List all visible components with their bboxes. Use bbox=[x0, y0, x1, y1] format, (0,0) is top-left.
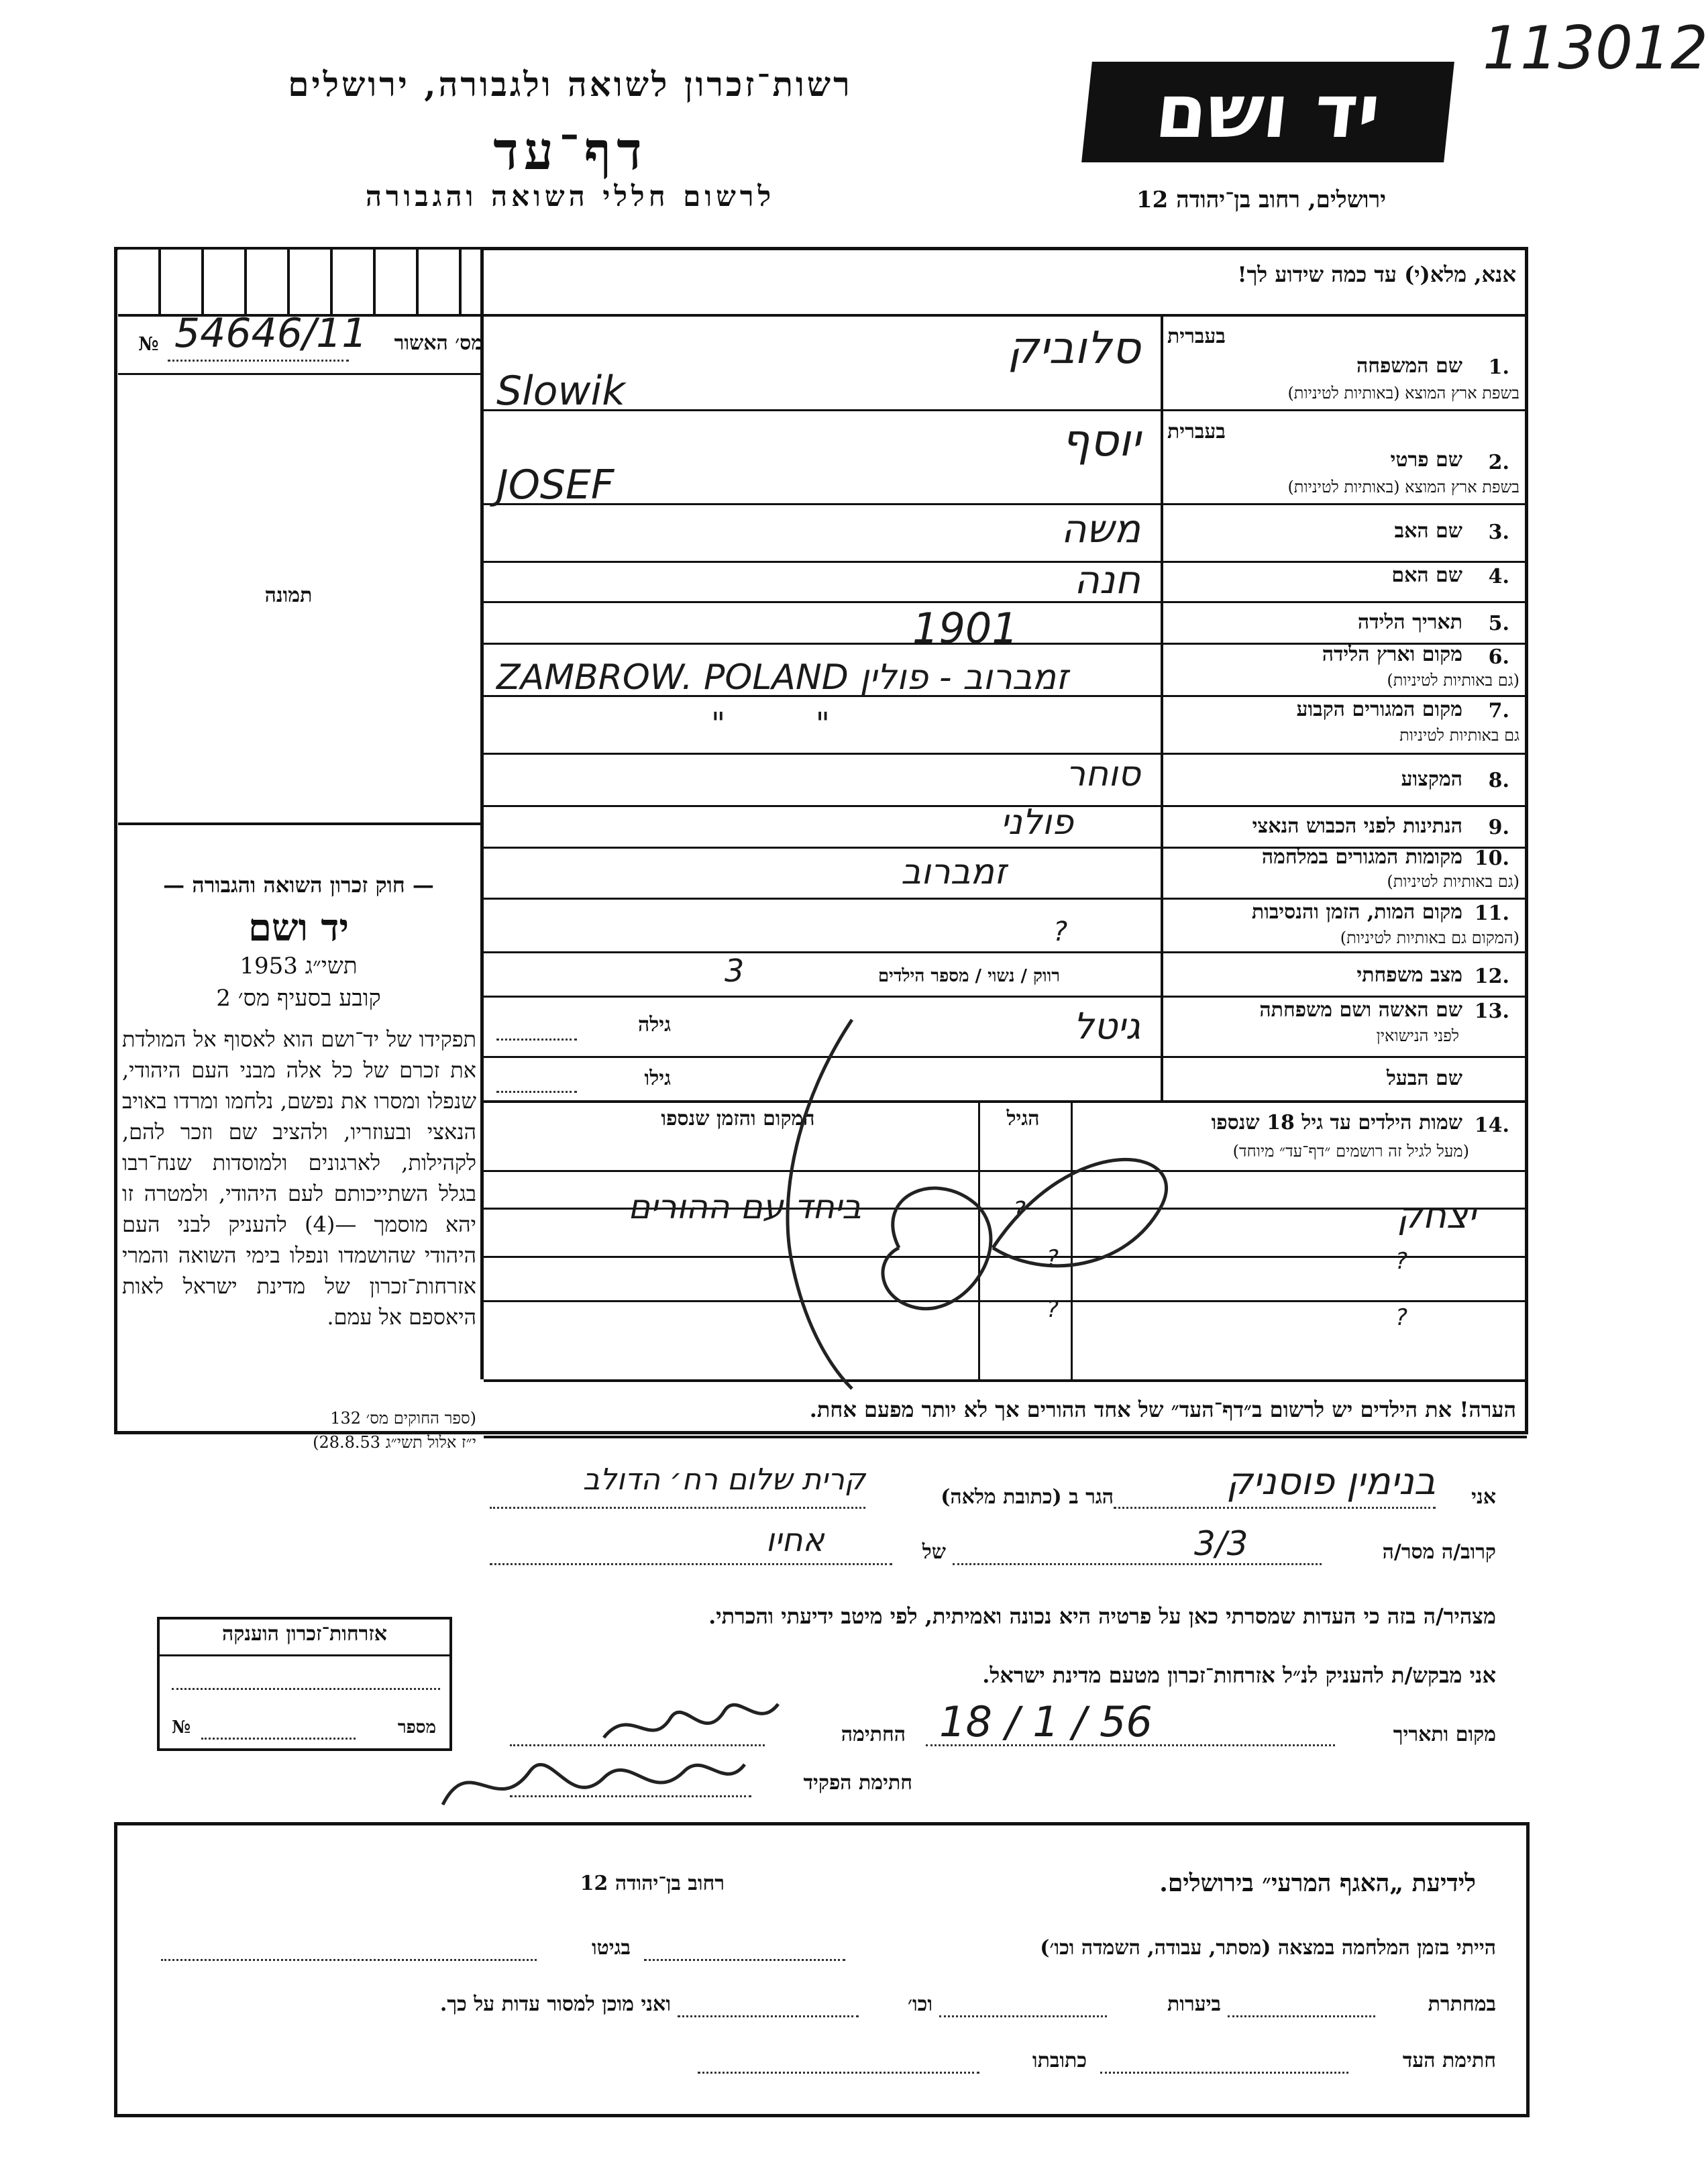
f2-sub: בשפת ארץ המוצא (באותיות לטיניות) bbox=[1287, 478, 1519, 496]
bottom-forests: ביערות bbox=[1167, 1993, 1221, 2016]
f6-sub: (גם באותיות לטיניות) bbox=[1387, 671, 1519, 690]
authority-name: רשות־זכרון לשואה ולגבורה, ירושלים bbox=[288, 64, 853, 104]
approval-number: 54646/11 bbox=[174, 310, 368, 357]
bottom-line1: הייתי בזמן המלחמה במצאה (מסתר, עבודה, השמדה וכו׳) bbox=[1040, 1936, 1496, 1960]
f11-num: 11. bbox=[1474, 902, 1509, 925]
f1-num: 1. bbox=[1488, 356, 1509, 379]
bottom-witness-signature: חתימת העד bbox=[1402, 2049, 1496, 2072]
child-2-name[interactable]: ? bbox=[1395, 1248, 1408, 1275]
f12-num: 12. bbox=[1474, 965, 1509, 988]
header-address: ירושלים, רחוב בן־יהודה 12 bbox=[1136, 187, 1387, 213]
law-section: קובע בסעיף מס׳ 2 bbox=[216, 985, 381, 1012]
date-value[interactable]: 18 / 1 / 56 bbox=[939, 1697, 1153, 1746]
child-3-age[interactable]: ? bbox=[1047, 1296, 1059, 1323]
child-3-name[interactable]: ? bbox=[1395, 1304, 1408, 1331]
bottom-etc: וכו׳ bbox=[908, 1993, 932, 2016]
bottom-title: לידיעת „האגף המרעי״ בירושלים. bbox=[1159, 1869, 1476, 1897]
citizenship-no-symbol: № bbox=[172, 1717, 191, 1738]
child-1-age[interactable]: ? bbox=[1013, 1197, 1026, 1224]
f7-sub: גם באותיות לטיניות bbox=[1399, 726, 1519, 745]
wife-name-value[interactable]: גיטל bbox=[1073, 1005, 1140, 1047]
children-place-column: המקום והזמן שנספו bbox=[661, 1107, 815, 1130]
f4-label: שם האם bbox=[1391, 564, 1462, 587]
first-name-latin[interactable]: JOSEF bbox=[496, 462, 615, 509]
f11-sub: (המקום גם באותיות לטיניות) bbox=[1340, 928, 1519, 947]
law-body: תפקידו של יד־ושם הוא לאסוף אל המולדת את זכרם של כל אלה מבני העם היהודי, שנפלו ומסרו את נפשם, נלחמו ומרדו באויב הנאצי ובעוזריו, ולהציב שם וזכר להם, לקהילות, לארגונים ולמוסדות שנח־רבו בגלל השתייכותם לעם היהודי, ולמטרה זו יהא מוסמך —(4) להעניק לבני העם היהודי שהושמדו ונפלו בימי השואה והמרי אזרחות־זכרון של מדינת ישראל לאות היאספם אל עמם. bbox=[122, 1026, 477, 1330]
f13-num: 13. bbox=[1474, 1000, 1509, 1023]
yad-vashem-logo bbox=[1081, 62, 1454, 162]
f1-label: שם המשפחה bbox=[1356, 354, 1462, 378]
request-text: אני מבקש/ת להעניק לנ״ל אזרחות־זכרון מטעם מדינת ישראל. bbox=[982, 1662, 1496, 1688]
logo-text: יד ושם bbox=[1151, 68, 1385, 154]
f14-label: שמות הילדים עד גיל 18 שנספו bbox=[1211, 1111, 1462, 1134]
mother-name-value[interactable]: חנה bbox=[1073, 557, 1140, 602]
note-text: הערה! את הילדים יש לרשום ב״דף־העד״ של אחד ההורים אך לא יותר מפעם אחת. bbox=[809, 1397, 1516, 1422]
children-age-column: הגיל bbox=[1006, 1107, 1040, 1130]
law-title: — חוק זכרון השואה והגבורה — bbox=[163, 872, 434, 898]
f9-num: 9. bbox=[1488, 816, 1509, 839]
clerk-signature-label: חתימת הפקיד bbox=[803, 1771, 912, 1795]
family-name-latin[interactable]: Slowik bbox=[496, 368, 625, 415]
f14-sub: (מעל לגיל זה רושמים ״דף־עד״ מיוחד) bbox=[1232, 1142, 1469, 1161]
birth-date-value[interactable]: 1901 bbox=[912, 604, 1018, 653]
f7-num: 7. bbox=[1488, 699, 1509, 723]
f8-label: המקצוע bbox=[1401, 767, 1462, 791]
citizenship-number-label: מספר bbox=[397, 1717, 436, 1738]
f1-sub: בשפת ארץ המוצא (באותיות לטיניות) bbox=[1287, 384, 1519, 403]
place-date-label: מקום ותאריך bbox=[1393, 1723, 1496, 1746]
f2-hebrew-tag: בעברית bbox=[1167, 420, 1226, 443]
of-value[interactable]: אחיו bbox=[765, 1522, 824, 1559]
f1-hebrew-tag: בעברית bbox=[1167, 325, 1226, 348]
f4-num: 4. bbox=[1488, 565, 1509, 588]
f7-label: מקום המגורים הקבוע bbox=[1296, 698, 1462, 721]
family-name-hebrew[interactable]: סלוביק bbox=[1007, 322, 1140, 374]
photo-label: תמונה bbox=[264, 584, 313, 607]
nationality-value[interactable]: פולני bbox=[1000, 802, 1073, 843]
f6-num: 6. bbox=[1488, 645, 1509, 669]
law-source-2: י״ז אלול תשי״ג 28.8.53) bbox=[313, 1433, 476, 1452]
f10-sub: (גם באותיות לטיניות) bbox=[1387, 872, 1519, 891]
f5-label: תאריך הלידה bbox=[1357, 610, 1462, 634]
bottom-willing: ואני מוכן למסור עדות על כך. bbox=[439, 1993, 671, 2016]
f11-label: מקום המות, הזמן והנסיבות bbox=[1251, 900, 1462, 924]
declarant-ani: אני bbox=[1471, 1485, 1496, 1509]
law-source-1: (ספר החוקים מס׳ 132 bbox=[330, 1409, 476, 1428]
husband-age-label: גילו bbox=[644, 1067, 671, 1090]
profession-value[interactable]: סוחר bbox=[1065, 754, 1140, 794]
residence-value[interactable]: " " bbox=[711, 706, 830, 742]
relative-label: קרוב/ה מסר/ה bbox=[1382, 1540, 1496, 1564]
f2-label: שם פרטי bbox=[1390, 448, 1462, 472]
wife-age-label: גילה bbox=[637, 1013, 671, 1037]
citizenship-box-title: אזרחות־זכרון הוענקה bbox=[221, 1622, 388, 1646]
relative-value[interactable]: 3/3 bbox=[1194, 1524, 1248, 1563]
form-subtitle: לרשום חללי השואה והגבורה bbox=[365, 180, 776, 213]
f12-label: מצב משפחתי bbox=[1356, 963, 1462, 987]
ref-tick-boxes bbox=[118, 250, 480, 314]
child-1-name[interactable]: יצחק bbox=[1397, 1194, 1476, 1236]
f8-num: 8. bbox=[1488, 769, 1509, 792]
child-1-place[interactable]: ביחד עם ההורים bbox=[628, 1187, 861, 1226]
instruction-text: אנא, מלא(י) עד כמה שידוע לך! bbox=[1237, 262, 1516, 287]
husband-label: שם הבעל bbox=[1386, 1067, 1462, 1090]
of-label: של bbox=[922, 1540, 946, 1564]
f12-options: רווק / נשוי / מספר הילדים bbox=[877, 966, 1060, 986]
bottom-underground: במחתרת bbox=[1428, 1993, 1496, 2016]
wartime-residence-value[interactable]: זמברוב bbox=[901, 852, 1006, 892]
f13-sub: לפני הנישואין bbox=[1376, 1026, 1459, 1045]
f6-label: מקום וארץ הלידה bbox=[1322, 643, 1462, 666]
f3-num: 3. bbox=[1488, 521, 1509, 544]
father-name-value[interactable]: משה bbox=[1061, 506, 1140, 551]
death-place-value[interactable]: ? bbox=[1053, 916, 1068, 947]
declaration-text: מצהיר/ה בזה כי העדות שמסרתי כאן על פרטיה היא נכונה ואמיתית, לפי מיטב ידיעתי והכרתי. bbox=[708, 1603, 1496, 1629]
bottom-line1-ghetto: בגיטו bbox=[591, 1936, 631, 1960]
f14-num: 14. bbox=[1474, 1114, 1509, 1137]
f13-label: שם האשה ושם משפחתה bbox=[1259, 998, 1462, 1022]
signature-label: החתימה bbox=[841, 1723, 906, 1746]
law-year: תשי״ג 1953 bbox=[239, 953, 358, 979]
bottom-address: רחוב בן־יהודה 12 bbox=[580, 1872, 725, 1895]
f3-label: שם האב bbox=[1394, 519, 1462, 543]
child-2-age[interactable]: ? bbox=[1047, 1245, 1059, 1272]
declarant-resident-label: הגר ב (כתובת מלאה) bbox=[941, 1485, 1114, 1509]
bottom-witness-address: כתובתו bbox=[1032, 2049, 1087, 2072]
birth-place-value[interactable]: ZAMBROW. POLAND זמברוב - פולין bbox=[496, 657, 1069, 698]
form-title: דף־עד bbox=[493, 121, 647, 182]
f10-label: מקומות המגורים במלחמה bbox=[1261, 845, 1462, 869]
declarant-name[interactable]: בנימין פוסניק bbox=[1226, 1460, 1436, 1503]
f2-num: 2. bbox=[1488, 451, 1509, 474]
first-name-hebrew[interactable]: יוסף bbox=[1061, 415, 1140, 466]
approval-no-symbol: № bbox=[138, 333, 159, 355]
law-name: יד ושם bbox=[248, 906, 350, 950]
f5-num: 5. bbox=[1488, 612, 1509, 635]
children-count-value[interactable]: 3 bbox=[725, 953, 745, 989]
archive-reference-number: 113012 bbox=[1483, 13, 1708, 83]
approval-label: מס׳ האשור bbox=[394, 331, 483, 355]
f9-label: הנתינות לפני הכבוש הנאצי bbox=[1252, 814, 1462, 838]
declarant-address[interactable]: קרית שלום רח׳ הדולב bbox=[582, 1463, 865, 1497]
pen-annotation bbox=[698, 993, 1194, 1409]
clerk-signature bbox=[429, 1738, 751, 1825]
f10-num: 10. bbox=[1474, 847, 1509, 870]
